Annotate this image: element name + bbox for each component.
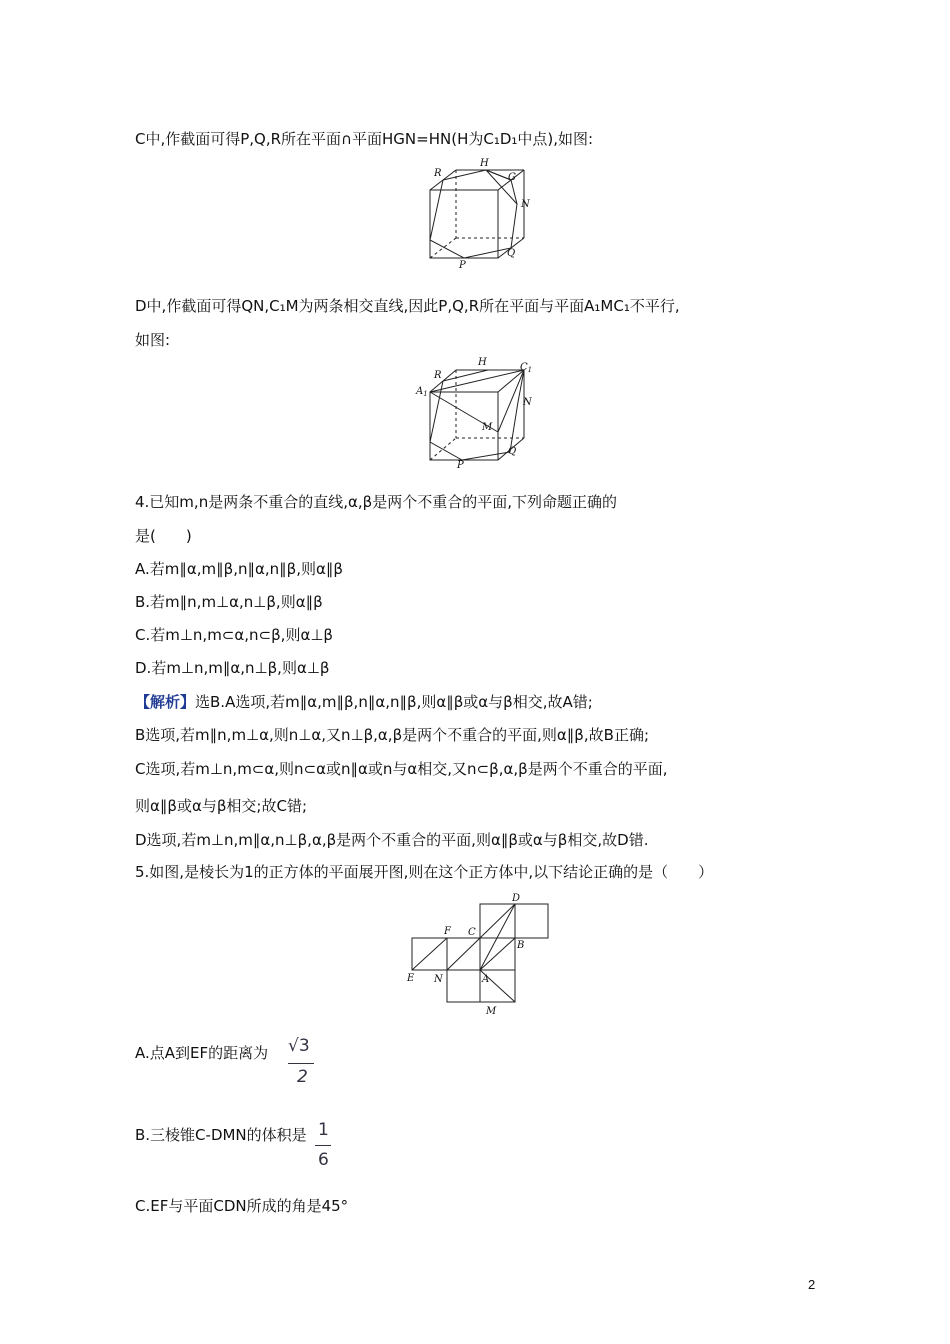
analysis-line-5: D选项,若m⊥n,m∥α,n⊥β,α,β是两个不重合的平面,则α∥β或α与β相交,故D错. [135,831,649,849]
label-h: H [478,357,487,368]
figure-cube-section-d [414,356,536,471]
label-c: C [468,927,476,938]
label-p: P [459,260,466,271]
label-q: Q [508,446,517,457]
label-e: E [407,973,415,984]
fraction-denominator: 6 [318,1150,329,1170]
fraction-bar [288,1063,314,1064]
label-n: N [523,397,532,408]
text-line-d-section: D中,作截面可得QN,C₁M为两条相交直线,因此P,Q,R所在平面与平面A₁MC₁不平行, [135,297,680,315]
question-4-option-a: A.若m∥α,m∥β,n∥α,n∥β,则α∥β [135,560,343,578]
label-a: A [482,974,490,985]
label-m: M [486,1006,497,1017]
question-5-stem: 5.如图,是棱长为1的正方体的平面展开图,则在这个正方体中,以下结论正确的是（ ） [135,863,714,881]
figure-cube-section-c [422,158,532,270]
question-5-option-c: C.EF与平面CDN所成的角是45° [135,1197,349,1215]
analysis-line-3: C选项,若m⊥n,m⊂α,则n⊂α或n∥α或n与α相交,又n⊂β,α,β是两个不重合的平面, [135,760,668,778]
question-4-option-c: C.若m⊥n,m⊂α,n⊂β,则α⊥β [135,626,333,644]
text-line-c-section: C中,作截面可得P,Q,R所在平面∩平面HGN=HN(H为C₁D₁中点),如图: [135,130,594,148]
label-c1: $C_1$ [520,362,533,374]
label-p: P [457,460,464,471]
question-4-option-d: D.若m⊥n,m∥α,n⊥β,则α⊥β [135,659,330,677]
fraction-denominator: 2 [297,1067,308,1087]
page-number: 2 [808,1277,816,1292]
label-q: Q [507,248,516,259]
label-n: N [434,974,443,985]
label-r: R [434,370,442,381]
question-4-stem: 4.已知m,n是两条不重合的直线,α,β是两个不重合的平面,下列命题正确的 [135,493,617,511]
question-4-option-b: B.若m∥n,m⊥α,n⊥β,则α∥β [135,593,323,611]
analysis-line-1: 【解析】选B.A选项,若m∥α,m∥β,n∥α,n∥β,则α∥β或α与β相交,故A错; [135,693,593,711]
fraction-numerator-1: 1 [318,1120,329,1140]
label-m: M [482,422,493,433]
label-f: F [444,926,451,937]
label-d: D [512,893,521,904]
question-4-stem-cont: 是( ) [135,527,192,545]
label-g: G [508,172,516,183]
fraction-bar [315,1145,331,1146]
question-5-option-b: B.三棱锥C-DMN的体积是 [135,1126,307,1144]
question-5-option-a: A.点A到EF的距离为 [135,1044,269,1062]
label-h: H [480,158,489,169]
label-b: B [517,940,525,951]
figure-cube-net [404,888,554,1016]
label-a1: $A_1$ [416,386,428,398]
fraction-numerator-sqrt3: √3 [288,1036,310,1056]
label-n: N [521,199,530,210]
text-line-as-figure: 如图: [135,331,171,349]
analysis-line-4: 则α∥β或α与β相交;故C错; [135,797,308,815]
analysis-line-2: B选项,若m∥n,m⊥α,则n⊥α,又n⊥β,α,β是两个不重合的平面,则α∥β,故B正确; [135,726,649,744]
analysis-tag: 【解析】 [135,693,196,711]
label-r: R [434,168,442,179]
